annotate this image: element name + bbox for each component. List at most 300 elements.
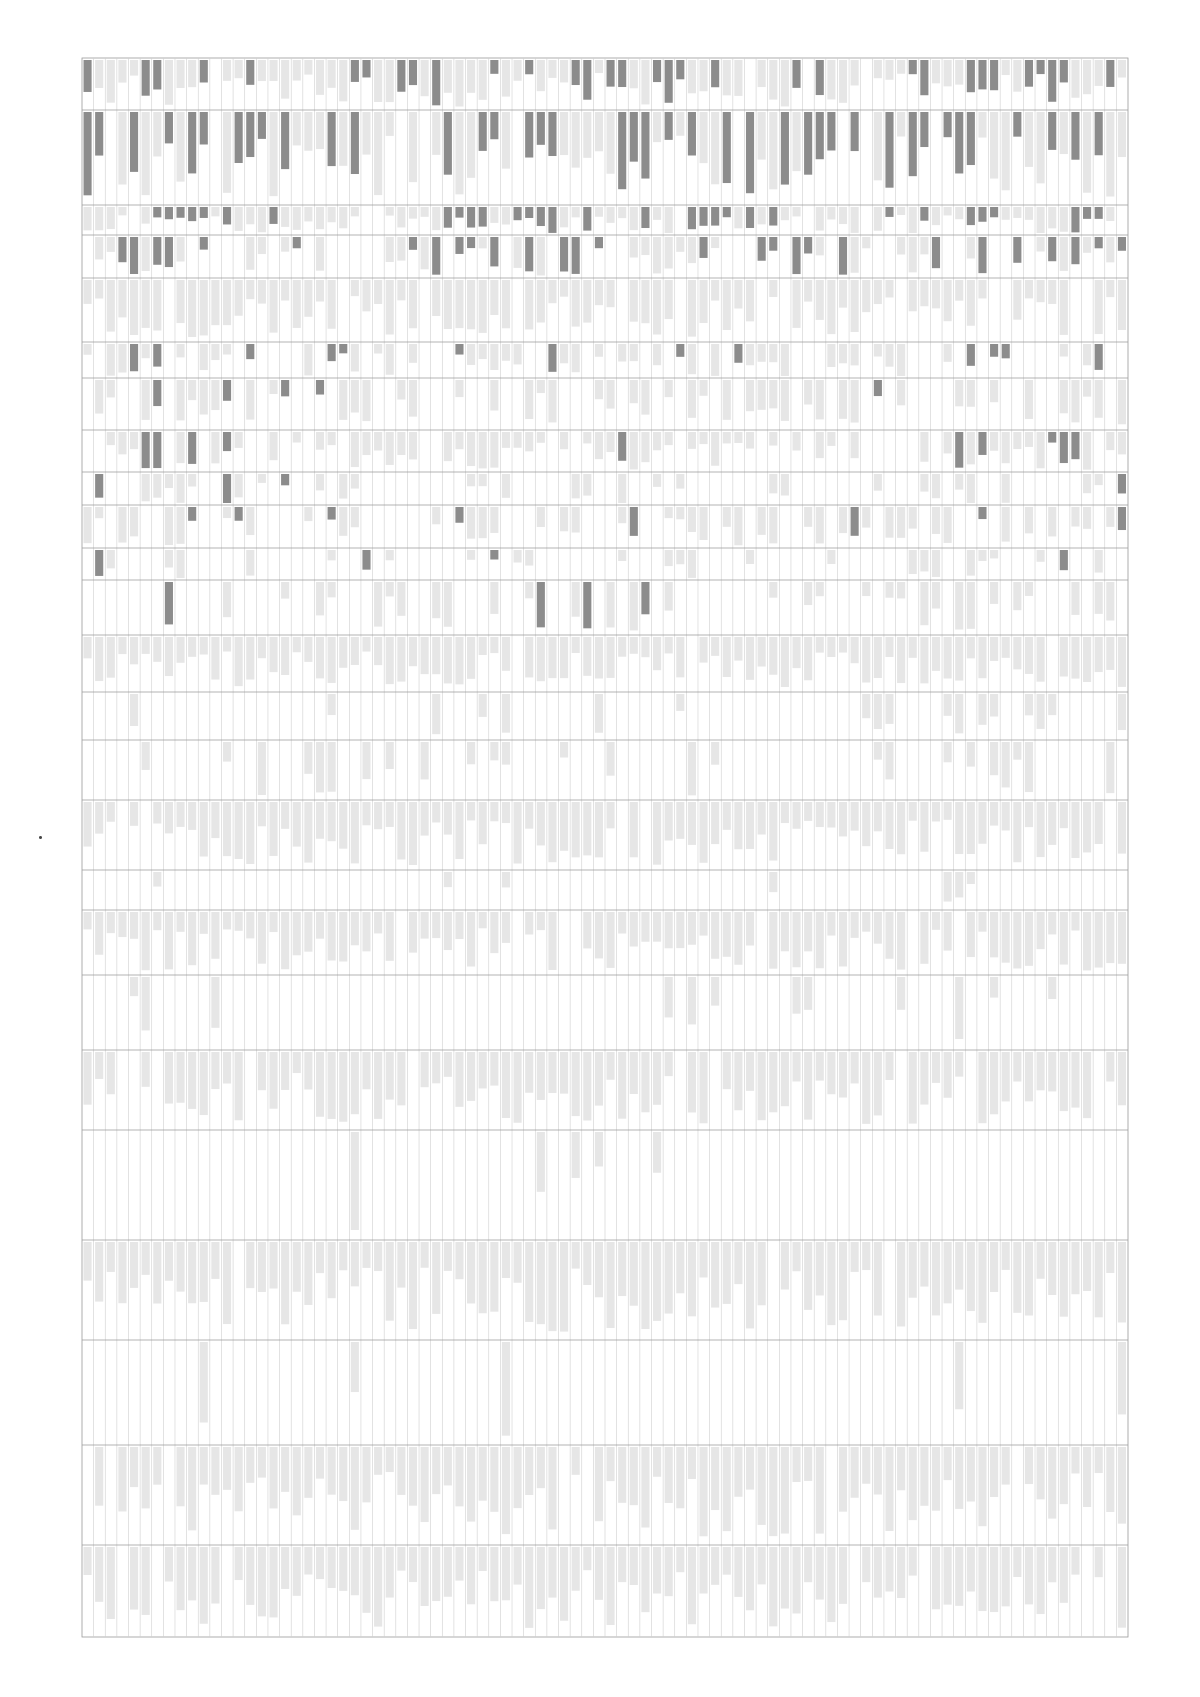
table-cell [397,802,405,859]
table-cell [444,207,452,228]
table-cell [479,60,487,100]
table-cell [386,280,394,335]
table-cell [955,1447,963,1509]
table-cell [386,1447,394,1472]
table-cell [676,1242,684,1293]
table-cell [304,207,312,221]
table-cell [665,280,673,319]
table-cell [467,1547,475,1604]
table-cell [897,112,905,137]
table-cell [1037,802,1045,857]
table-cell [165,637,173,676]
table-cell [816,1052,824,1081]
table-cell [316,237,324,271]
table-cell [723,112,731,183]
table-cell [455,280,463,328]
table-cell [653,207,661,220]
table-cell [95,912,103,955]
table-cell [351,1447,359,1530]
table-cell [897,802,905,854]
table-cell [432,507,440,524]
table-cell [246,237,254,270]
table-cell [386,1052,394,1100]
table-cell [95,1547,103,1602]
table-cell [746,1052,754,1091]
table-cell [246,1447,254,1483]
table-cell [688,207,696,229]
table-cell [421,60,429,96]
table-cell [142,207,150,224]
table-cell [1048,1052,1056,1091]
table-cell [165,1547,173,1581]
table-cell [769,432,777,446]
table-cell [165,237,173,267]
table-cell [874,912,882,944]
table-cell [223,432,231,451]
table-cell [734,1547,742,1597]
table-cell [827,1547,835,1622]
table-cell [932,1052,940,1083]
table-cell [676,237,684,252]
table-cell [665,977,673,1017]
table-cell [409,432,417,459]
table-cell [595,112,603,151]
table-cell [769,474,777,493]
table-cell [386,237,394,262]
table-cell [1060,912,1068,965]
table-cell [281,1547,289,1589]
table-cell [1071,1547,1079,1575]
table-cell [862,802,870,846]
table-cell [699,60,707,91]
table-cell [816,280,824,320]
table-cell [572,1132,580,1178]
table-cell [269,637,277,672]
table-cell [362,112,370,155]
table-cell [595,694,603,733]
table-cell [862,507,870,528]
table-cell [200,207,208,218]
table-cell [316,1447,324,1479]
table-cell [1118,1242,1126,1322]
table-cell [816,507,824,543]
table-cell [769,582,777,598]
table-cell [885,1052,893,1080]
table-cell [734,1052,742,1110]
table-cell [1106,582,1114,620]
table-cell [978,237,986,273]
table-cell [758,1447,766,1525]
table-cell [421,1052,429,1087]
table-cell [932,1447,940,1511]
table-cell [630,507,638,536]
table-cell [362,1242,370,1268]
table-cell [455,1547,463,1581]
table-cell [525,432,533,451]
table-cell [118,912,126,937]
table-cell [653,802,661,865]
table-cell [874,694,882,729]
table-cell [502,344,510,361]
table-cell [1095,550,1103,573]
table-cell [165,550,173,568]
table-cell [955,694,963,733]
table-cell [339,207,347,228]
table-cell [188,474,196,487]
table-cell [827,1242,835,1325]
table-cell [839,912,847,966]
table-cell [792,112,800,171]
table-cell [734,912,742,965]
table-cell [176,474,184,503]
table-cell [328,432,336,445]
table-cell [641,637,649,657]
table-cell [967,1547,975,1591]
table-cell [827,637,835,657]
table-cell [304,637,312,662]
table-cell [479,474,487,486]
table-cell [223,742,231,762]
table-cell [607,742,615,776]
table-cell [525,550,533,566]
table-cell [502,912,510,943]
table-cell [734,802,742,849]
table-cell [990,1547,998,1612]
table-cell [746,1447,754,1490]
table-cell [130,912,138,939]
table-cell [200,112,208,144]
table-cell [967,432,975,464]
table-cell [502,474,510,498]
table-cell [1083,112,1091,193]
table-cell [1013,207,1021,218]
table-cell [444,912,452,950]
table-cell [920,1447,928,1506]
table-cell [514,1447,522,1508]
table-cell [188,1242,196,1303]
table-cell [723,207,731,217]
table-cell [362,637,370,652]
table-cell [281,582,289,599]
table-cell [142,237,150,271]
table-cell [1118,432,1126,454]
table-cell [990,1242,998,1292]
table-cell [641,380,649,415]
table-cell [1002,507,1010,542]
table-cell [874,742,882,760]
table-cell [978,1447,986,1526]
table-cell [1083,637,1091,682]
table-cell [734,207,742,228]
table-cell [142,977,150,1030]
table-cell [223,112,231,193]
table-cell [258,1447,266,1478]
table-cell [200,1547,208,1624]
table-cell [444,802,452,835]
table-cell [95,507,103,518]
table-cell [444,60,452,93]
table-cell [409,1547,417,1582]
table-cell [723,380,731,420]
table-cell [792,637,800,668]
table-cell [339,1547,347,1591]
table-cell [560,207,568,227]
table-cell [1037,637,1045,682]
table-cell [897,637,905,683]
table-cell [688,1547,696,1624]
table-cell [1106,1052,1114,1081]
table-cell [374,432,382,451]
table-cell [1013,1052,1021,1082]
table-cell [176,1547,184,1610]
table-cell [769,344,777,362]
table-cell [792,237,800,274]
table-cell [630,344,638,361]
table-cell [572,237,580,274]
table-cell [328,60,336,88]
table-cell [316,380,324,395]
table-cell [630,112,638,162]
table-cell [409,237,417,250]
table-cell [630,912,638,947]
table-cell [153,432,161,468]
table-cell [897,507,905,538]
table-cell [176,802,184,827]
table-cell [781,637,789,687]
table-cell [1083,802,1091,852]
table-cell [572,344,580,372]
table-cell [223,912,231,929]
table-cell [1095,237,1103,248]
table-cell [235,112,243,163]
table-cell [386,550,394,560]
table-cell [328,207,336,222]
table-cell [281,912,289,969]
table-cell [246,912,254,938]
table-cell [851,112,859,151]
table-cell [746,280,754,321]
table-cell [1071,60,1079,98]
table-cell [1071,1447,1079,1473]
table-cell [804,1052,812,1120]
table-cell [1118,1342,1126,1414]
table-cell [839,802,847,836]
table-cell [862,237,870,248]
table-cell [595,1052,603,1106]
table-cell [107,380,115,397]
table-cell [944,112,952,137]
table-cell [537,237,545,275]
table-cell [548,380,556,422]
table-cell [421,237,429,269]
table-cell [688,237,696,263]
table-cell [653,637,661,670]
table-cell [479,637,487,655]
table-cell [607,1052,615,1080]
table-cell [769,380,777,408]
table-cell [142,637,150,654]
table-cell [978,1242,986,1323]
table-cell [932,237,940,268]
table-cell [1002,344,1010,358]
table-cell [874,207,882,231]
table-cell [537,912,545,930]
table-cell [711,207,719,226]
table-cell [711,802,719,844]
table-cell [1037,912,1045,949]
table-cell [781,1242,789,1290]
table-cell [95,207,103,230]
table-cell [107,550,115,568]
table-cell [1118,380,1126,424]
table-cell [804,1447,812,1481]
table-cell [781,112,789,185]
table-cell [1118,280,1126,330]
table-cell [188,637,196,657]
table-cell [467,432,475,466]
table-cell [1037,280,1045,302]
table-cell [188,912,196,965]
table-cell [351,432,359,467]
table-cell [153,474,161,498]
table-cell [514,550,522,562]
table-cell [804,912,812,951]
table-cell [990,637,998,661]
table-cell [130,1447,138,1487]
table-cell [746,380,754,411]
table-cell [792,977,800,1014]
table-cell [676,1547,684,1572]
table-cell [1048,1242,1056,1295]
table-cell [479,207,487,227]
table-cell [583,432,591,443]
table-cell [572,207,580,217]
table-cell [490,1547,498,1601]
table-cell [618,344,626,361]
table-cell [804,977,812,1010]
table-cell [944,207,952,215]
table-cell [816,582,824,596]
table-cell [351,1132,359,1230]
table-cell [1095,474,1103,485]
table-cell [1106,60,1114,87]
table-cell [95,550,103,576]
table-cell [525,280,533,329]
table-cell [653,474,661,487]
table-cell [153,237,161,265]
table-cell [397,1052,405,1105]
table-cell [1060,802,1068,828]
table-cell [432,912,440,938]
table-cell [130,432,138,449]
table-cell [444,582,452,627]
table-cell [839,237,847,275]
table-cell [1037,694,1045,729]
table-cell [699,1547,707,1594]
table-cell [676,60,684,79]
table-cell [444,872,452,887]
table-cell [490,380,498,411]
table-cell [653,1447,661,1477]
table-cell [362,912,370,951]
table-cell [479,507,487,538]
table-cell [316,1242,324,1273]
table-cell [490,60,498,74]
table-cell [223,380,231,401]
table-cell [339,912,347,962]
table-cell [897,912,905,970]
table-cell [990,60,998,90]
table-cell [258,912,266,964]
table-cell [630,1242,638,1306]
table-cell [990,694,998,717]
table-cell [909,802,917,821]
table-cell [711,1547,719,1585]
table-cell [688,1447,696,1479]
table-cell [374,1242,382,1271]
table-cell [269,802,277,856]
table-cell [211,280,219,325]
table-cell [1002,637,1010,658]
table-cell [839,60,847,103]
table-cell [176,432,184,463]
table-cell [734,1447,742,1497]
table-cell [932,912,940,930]
table-cell [153,872,161,887]
table-cell [514,432,522,448]
table-cell [1025,1447,1033,1484]
table-cell [816,802,824,827]
table-cell [781,1052,789,1106]
table-cell [967,637,975,658]
table-cell [95,1242,103,1302]
table-cell [200,280,208,335]
table-cell [328,507,336,520]
table-cell [211,207,219,216]
table-cell [142,1052,150,1087]
table-cell [781,60,789,106]
table-cell [955,280,963,301]
table-cell [246,380,254,420]
table-cell [281,380,289,396]
table-cell [630,1547,638,1585]
table-cell [293,1242,301,1292]
table-cell [874,474,882,491]
table-cell [1037,550,1045,562]
table-cell [479,432,487,468]
table-cell [746,432,754,449]
table-cell [792,280,800,328]
table-cell [1060,1447,1068,1504]
table-cell [862,912,870,932]
table-cell [595,207,603,217]
table-cell [595,1547,603,1600]
table-cell [932,637,940,671]
table-cell [723,912,731,957]
table-cell [362,380,370,421]
table-cell [792,1447,800,1482]
table-cell [665,1447,673,1503]
table-cell [665,207,673,233]
table-cell [490,344,498,370]
table-cell [1048,60,1056,102]
table-cell [932,1547,940,1609]
table-cell [455,60,463,106]
table-cell [630,280,638,322]
table-cell [688,432,696,449]
table-cell [688,912,696,945]
table-cell [153,207,161,217]
